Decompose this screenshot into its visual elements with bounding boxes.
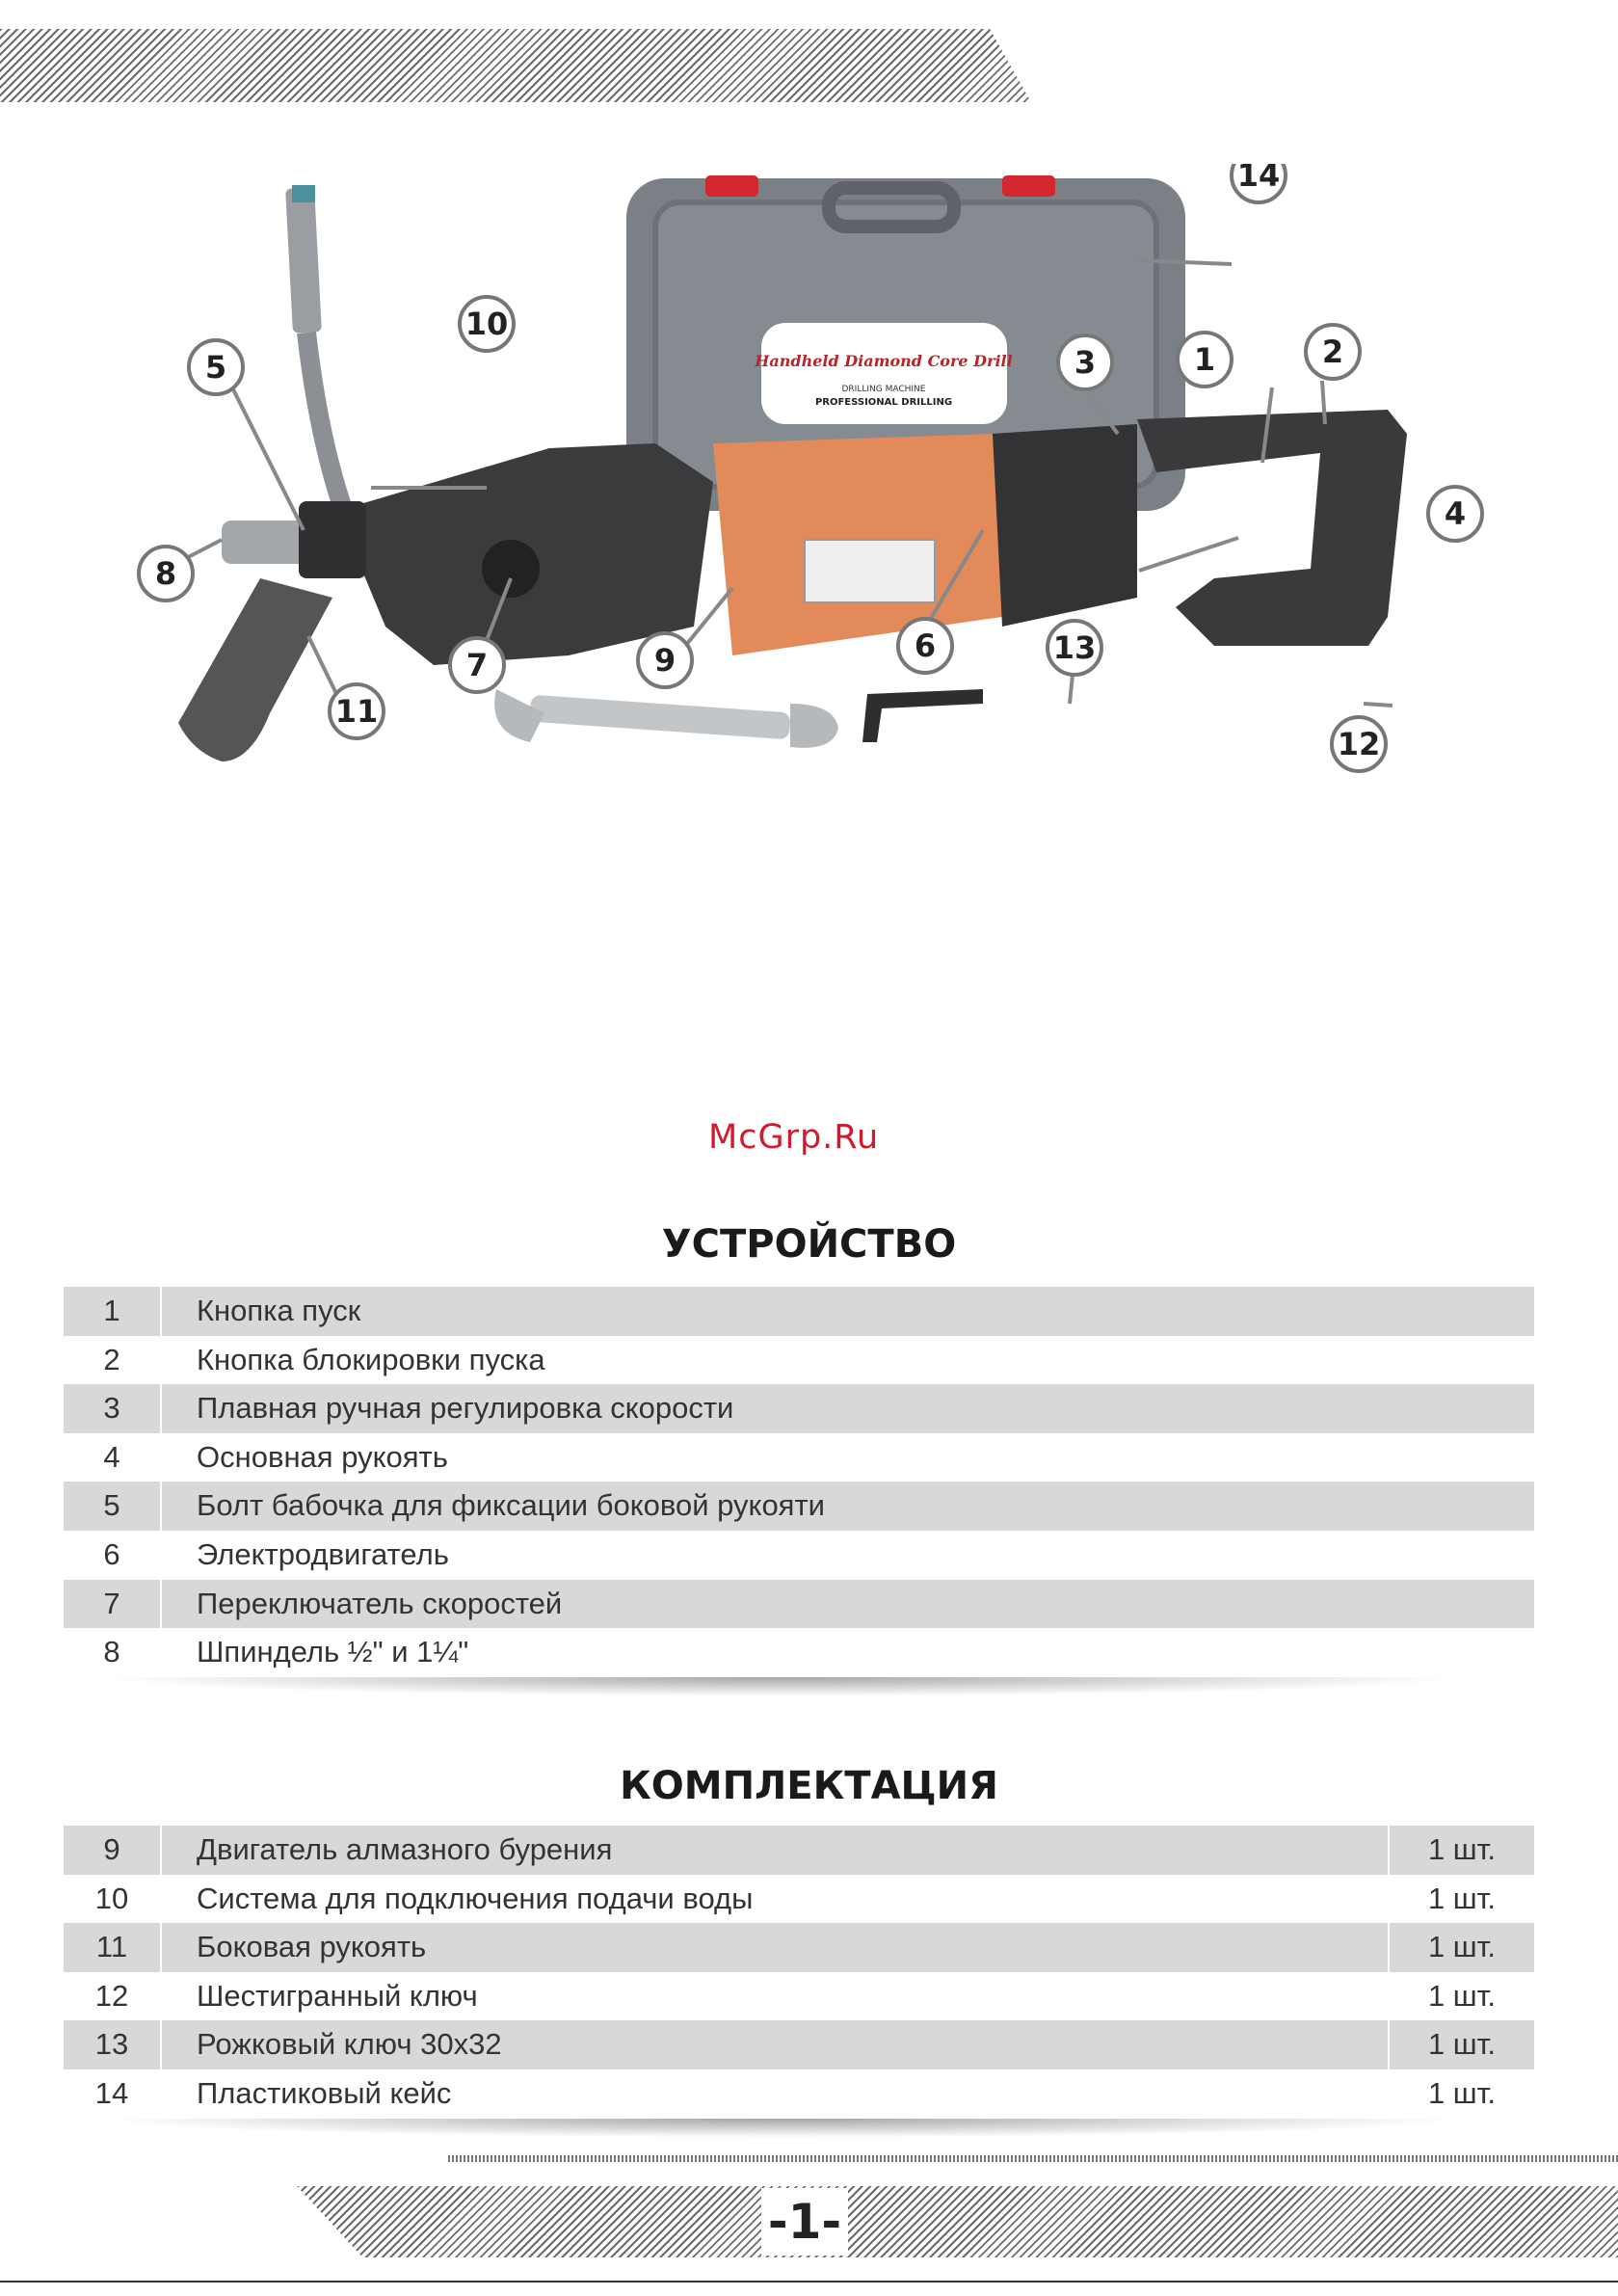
- svg-text:2: 2: [1321, 334, 1344, 370]
- table-row: 8 Шпиндель ½" и 1¼": [64, 1628, 1534, 1677]
- callout-8: [139, 547, 193, 601]
- callout-5: [189, 340, 243, 394]
- svg-text:PROFESSIONAL DRILLING: PROFESSIONAL DRILLING: [814, 397, 953, 408]
- svg-text:Handheld Diamond Core Drill: Handheld Diamond Core Drill: [755, 352, 1013, 370]
- svg-text:14: 14: [1236, 164, 1281, 194]
- table-row: 2 Кнопка блокировки пуска: [64, 1336, 1534, 1385]
- open-end-wrench: [494, 689, 838, 748]
- svg-text:8: 8: [154, 555, 177, 592]
- table-row: 1 Кнопка пуск: [64, 1287, 1534, 1336]
- table-row: 13 Рожковый ключ 30х32 1 шт.: [64, 2020, 1534, 2069]
- drill-illustration: [116, 164, 1542, 1176]
- kit-table: [64, 1826, 1534, 2119]
- section-title-device: УСТРОЙСТВО: [661, 1222, 957, 1267]
- callout-10: [460, 297, 514, 351]
- callout-6: [898, 619, 952, 673]
- kit-table-shadow: [96, 2119, 1465, 2138]
- callout-14: [1232, 164, 1286, 202]
- callout-11: [330, 684, 384, 738]
- svg-text:3: 3: [1074, 344, 1097, 381]
- section-title-kit: КОМПЛЕКТАЦИЯ: [620, 1764, 998, 1808]
- svg-text:6: 6: [914, 627, 937, 664]
- callout-4: [1428, 487, 1482, 541]
- drill-body: [222, 410, 1407, 665]
- table-row: 6 Электродвигатель: [64, 1531, 1534, 1580]
- table-row: 9 Двигатель алмазного бурения 1 шт.: [64, 1826, 1534, 1875]
- bottom-hatched-band: [297, 2186, 1618, 2257]
- hex-key: [862, 689, 983, 742]
- svg-text:9: 9: [653, 642, 676, 679]
- svg-text:12: 12: [1337, 726, 1381, 762]
- svg-text:13: 13: [1052, 629, 1097, 666]
- table-row: 5 Болт бабочка для фиксации боковой рукояти: [64, 1482, 1534, 1531]
- bottom-rule: [0, 2281, 1618, 2283]
- top-hatched-band: [0, 29, 1031, 102]
- callout-13: [1048, 621, 1101, 675]
- table-row: 14 Пластиковый кейс 1 шт.: [64, 2069, 1534, 2119]
- svg-text:11: 11: [334, 693, 379, 730]
- water-feed-system: [285, 185, 342, 506]
- svg-text:4: 4: [1444, 495, 1467, 532]
- table-row: 4 Основная рукоять: [64, 1433, 1534, 1482]
- watermark: McGrp.Ru: [708, 1118, 880, 1157]
- table-row: 3 Плавная ручная регулировка скорости: [64, 1384, 1534, 1433]
- page-number: -1-: [761, 2188, 848, 2256]
- callout-3: [1058, 335, 1112, 389]
- svg-text:DRILLING MACHINE: DRILLING MACHINE: [841, 385, 926, 394]
- side-handle: [178, 578, 332, 761]
- table-row: 11 Боковая рукоять 1 шт.: [64, 1923, 1534, 1972]
- svg-text:7: 7: [465, 647, 489, 683]
- table-row: 12 Шестигранный ключ 1 шт.: [64, 1972, 1534, 2021]
- table-row: 10 Система для подключения подачи воды 1 шт.: [64, 1875, 1534, 1924]
- device-table-shadow: [96, 1677, 1465, 1696]
- svg-text:10: 10: [464, 306, 509, 342]
- callout-2: [1306, 325, 1360, 379]
- table-row: 7 Переключатель скоростей: [64, 1580, 1534, 1629]
- callout-12: [1332, 717, 1386, 771]
- svg-text:5: 5: [204, 349, 227, 386]
- device-table: [64, 1287, 1534, 1677]
- svg-text:1: 1: [1193, 341, 1216, 378]
- callout-1: [1178, 333, 1232, 387]
- callout-7: [450, 638, 504, 692]
- bottom-dotted-rule: [448, 2155, 1618, 2162]
- callout-9: [638, 633, 692, 687]
